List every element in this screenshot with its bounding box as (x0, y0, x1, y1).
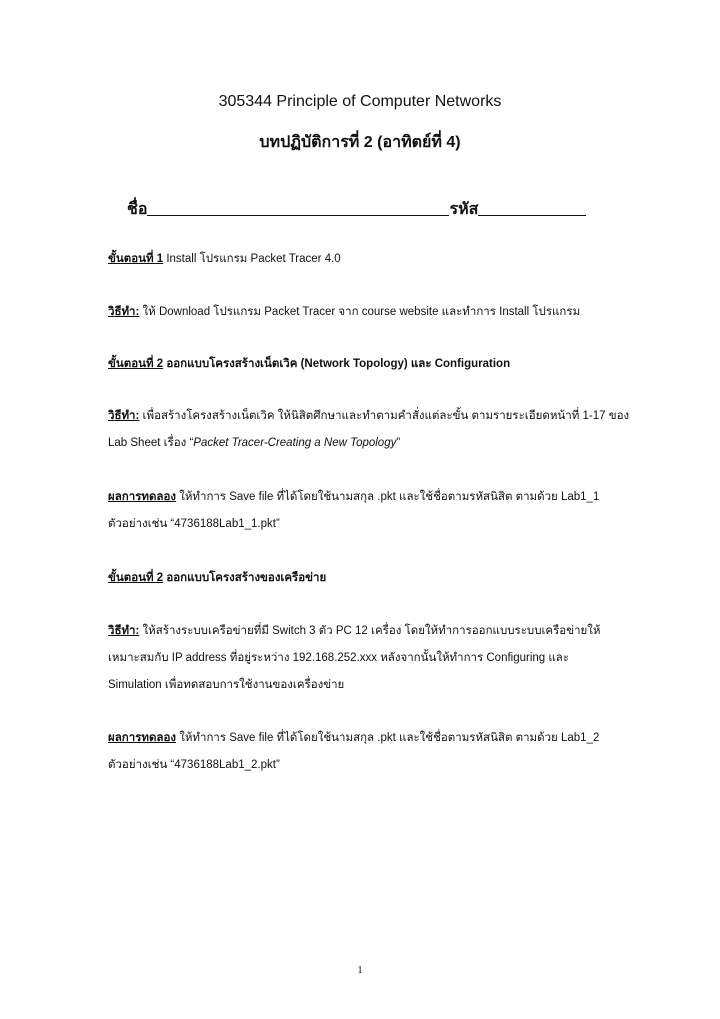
method3-line1 (108, 624, 600, 638)
result1-label: ผลการทดลอง (108, 491, 177, 503)
page-number: 1 (357, 964, 363, 976)
result2-text-2: ตัวอย่างเช่น “4736188Lab1_2.pkt” (108, 759, 280, 771)
result2-line2 (108, 758, 280, 772)
name-blank (147, 201, 449, 216)
method2-line2 (108, 436, 400, 450)
step2b-paragraph (108, 571, 326, 585)
method2-label: วิธีทำ: (108, 410, 140, 422)
method3-text-2: เหมาะสมกับ IP address ที่อยู่ระหว่าง 192.168.252.xxx หลังจากนั้นให้ทำการ Configuring และ (108, 652, 570, 664)
step2b-label: ขั้นตอนที่ 2 (108, 572, 164, 584)
result1-text-1: ให้ทำการ Save file ที่ได้โดยใช้นามสกุล .pkt และใช้ชื่อตามรหัสนิสิต ตามด้วย Lab1_1 (176, 491, 600, 503)
step2a-paragraph (108, 357, 510, 371)
result2-label: ผลการทดลอง (108, 732, 177, 744)
method3-text-3: Simulation เพื่อทดสอบการใช้งานของเครื่องข่าย (108, 679, 345, 691)
id-blank (478, 201, 586, 216)
id-label: รหัส (449, 201, 479, 218)
lab-title: บทปฏิบัติการที่ 2 (อาทิตย์ที่ 4) (259, 134, 461, 151)
method3-text-1: ให้สร้างระบบเครือข่ายที่มี Switch 3 ตัว PC 12 เครื่อง โดยให้ทำการออกแบบระบบเครือข่ายให้ (139, 625, 601, 637)
step1-text: Install โปรแกรม Packet Tracer 4.0 (163, 253, 341, 265)
student-info-line (127, 197, 586, 222)
course-title: 305344 Principle of Computer Networks (218, 93, 502, 110)
method2-text-2-prefix: Lab Sheet เรื่อง “ (108, 437, 194, 449)
method3-line3 (108, 678, 344, 692)
step1-label: ขั้นตอนที่ 1 (108, 253, 164, 265)
method1-paragraph (108, 305, 580, 319)
result2-text-1: ให้ทำการ Save file ที่ได้โดยใช้นามสกุล .pkt และใช้ชื่อตามรหัสนิสิต ตามด้วย Lab1_2 (176, 732, 600, 744)
result2-line1 (108, 731, 599, 745)
step2b-text: ออกแบบโครงสร้างของเครือข่าย (163, 572, 327, 584)
result1-text-2: ตัวอย่างเช่น “4736188Lab1_1.pkt” (108, 518, 280, 530)
result1-line2 (108, 517, 280, 531)
result1-line1 (108, 490, 599, 504)
name-label: ชื่อ (127, 201, 148, 218)
method2-text-1: เพื่อสร้างโครงสร้างเน็ตเวิค ให้นิสิตศึกษาและทำตามคำสั่งแต่ละขั้น ตามรายระเอียดหน้าที่ 1-17 ของ (139, 410, 630, 422)
method2-lab-sheet-title: Packet Tracer-Creating a New Topology (193, 437, 397, 449)
step2a-label: ขั้นตอนที่ 2 (108, 358, 164, 370)
method1-label: วิธีทำ: (108, 306, 140, 318)
step2a-text: ออกแบบโครงสร้างเน็ตเวิค (Network Topology) และ Configuration (163, 358, 511, 370)
step1-paragraph (108, 252, 341, 266)
method2-text-2-suffix: ” (396, 437, 401, 449)
method1-text: ให้ Download โปรแกรม Packet Tracer จาก course website และทำการ Install โปรแกรม (139, 306, 581, 318)
method2-line1 (108, 409, 629, 423)
method3-line2 (108, 651, 569, 665)
method3-label: วิธีทำ: (108, 625, 140, 637)
